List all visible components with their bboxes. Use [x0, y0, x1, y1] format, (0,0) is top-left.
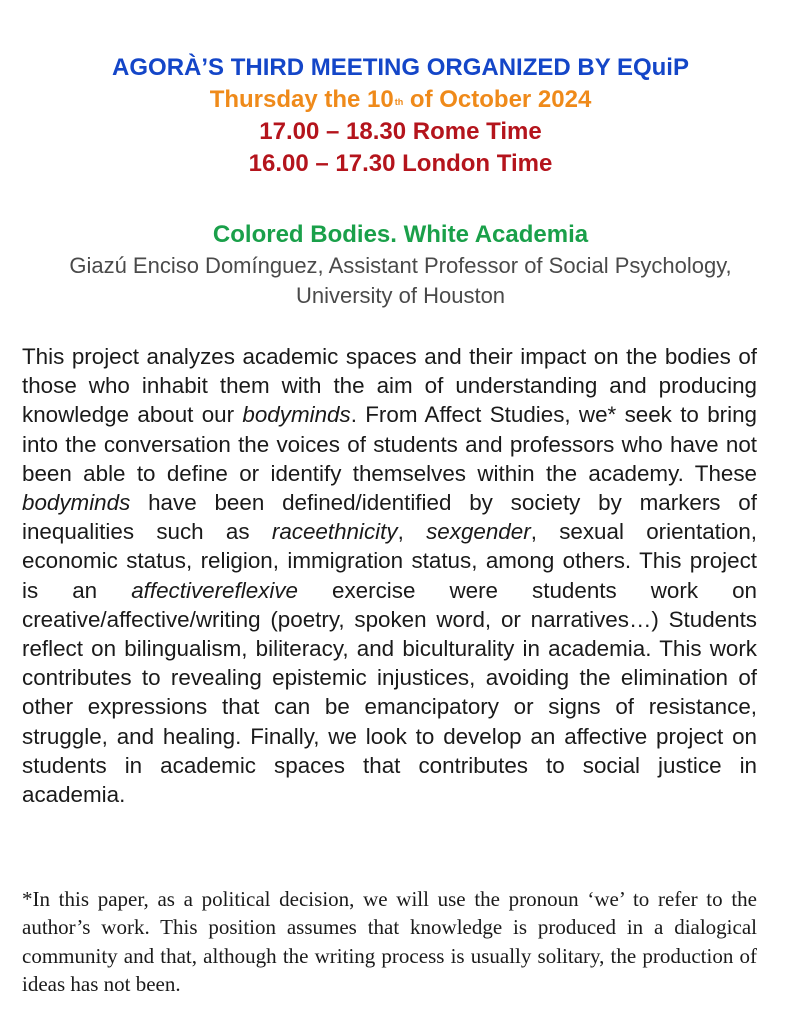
abstract-emphasis-bodyminds: bodyminds — [22, 490, 131, 516]
abstract-emphasis-sexgender: sexgender — [426, 519, 531, 545]
abstract-text-1: This project analyzes academic spaces and their impact on the bodies of those who inhabit them with the aim of understanding and producing knowledge about our — [22, 344, 757, 428]
abstract-text-5: , sexual orientation, economic status, religion, immigration status, among others. This project is an — [22, 519, 758, 603]
speaker-info: Giazú Enciso Domínguez, Assistant Professor of Social Psychology, University of Houston — [69, 253, 732, 308]
london-time: 16.00 – 17.30 London Time — [248, 150, 553, 177]
abstract-text-4: , — [397, 519, 427, 545]
meeting-title: AGORÀ’S THIRD MEETING ORGANIZED BY EQuiP — [112, 54, 689, 81]
talk-title: Colored Bodies. White Academia — [212, 221, 589, 248]
talk-info — [0, 219, 801, 311]
date-suffix: of October 2024 — [403, 86, 592, 113]
abstract-emphasis-bodyminds: bodyminds — [242, 402, 351, 428]
event-header — [0, 52, 801, 180]
abstract-emphasis-affectivereflexive: affectivereflexive — [131, 577, 298, 603]
event-date — [0, 84, 801, 116]
footnote: *In this paper, as a political decision, we will use the pronoun ‘we’ to refer to the author’s work. This position assumes that knowledge is produced in a dialogical community and that, although the writing process is usually solitary, the production of ideas has not been. — [22, 887, 757, 997]
abstract-emphasis-raceethnicity: raceethnicity — [271, 519, 398, 545]
abstract-text-6: exercise were students work on creative/affective/writing (poetry, spoken word, or narratives…) Students reflect on bilingualism, biliteracy, and biculturality in academia. This work contributes to revealing epistemic injustices, avoiding the elimination of other expressions that can be emancipatory or signs of resistance, struggle, and healing. Finally, we look to develop an affective project on students in academic spaces that contributes to social justice in academia. — [22, 577, 757, 808]
abstract-paragraph — [22, 342, 757, 809]
date-ordinal: th — [394, 97, 404, 107]
abstract-text-3: have been defined/identified by society by markers of inequalities such as — [22, 490, 757, 545]
date-prefix: Thursday the 10 — [209, 86, 394, 113]
rome-time: 17.00 – 18.30 Rome Time — [259, 118, 542, 145]
abstract-text-2: . From Affect Studies, we* seek to bring into the conversation the voices of students and professors who have not been able to define or identify themselves within the academy. These — [22, 402, 757, 486]
